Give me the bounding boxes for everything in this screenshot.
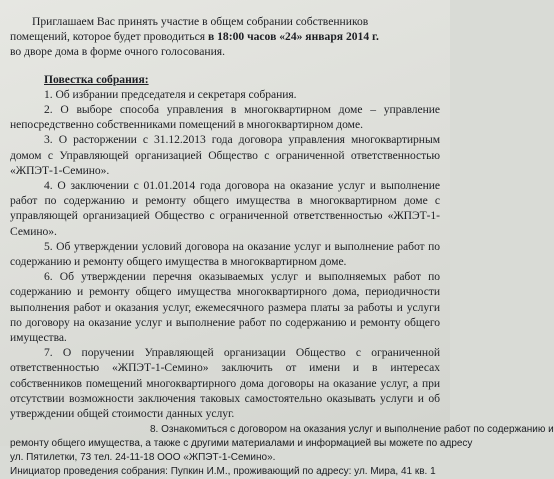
intro-line-1: Приглашаем Вас принять участие в общем собрании собственников [32,15,369,28]
intro-line-2: помещений, которое будет проводиться в 18:00 часов «24» января 2014 г. [10,30,379,44]
agenda-title: Повестка собрания: [44,72,149,86]
agenda-item-3: 3. О расторжении с 31.12.2013 года договора управления многоквартирным домом с Управляющей организацией Общество с ограниченной ответственностью «ЖПЭТ-1-Семино». [10,133,440,177]
footer-note [10,423,554,479]
footer-line-4: Инициатор проведения собрания: Пупкин И.М., проживающий по адресу: ул. Мира, 41 кв. 1 [10,466,436,478]
footer-line-1: 8. Ознакомиться с договором на оказания услуг и выполнение работ по содержанию и [150,424,554,436]
agenda-item-4: 4. О заключении с 01.01.2014 года договора на оказание услуг и выполнение работ по содержанию и ремонту общего имущества в многоквартирном доме с управляющей организацией Общество с ограниченной ответственностью «ЖПЭТ-1-Семино». [10,179,440,238]
agenda-item-5: 5. Об утверждении условий договора на оказание услуг и выполнение работ по содержанию и ремонту общего имущества в многоквартирном доме. [10,239,440,269]
agenda-list [10,87,440,421]
meeting-date-time: в 18:00 часов «24» января 2014 г. [207,30,379,44]
footer-line-2: ремонту общего имущества, а также с другими материалами и информацией вы можете по адресу [10,438,473,450]
footer-line-3: ул. Пятилетки, 73 тел. 24-11-18 ООО «ЖПЭТ-1-Семино». [10,452,276,464]
agenda-item-1: 1. Об избрании председателя и секретаря собрания. [44,87,297,101]
invitation-paragraph [10,14,440,60]
intro-line-3: во дворе дома в форме очного голосования. [10,45,226,59]
agenda-item-2: 2. О выборе способа управления в многоквартирном доме – управление непосредственно собственниками помещений в многоквартирном доме. [10,103,440,132]
agenda-item-7: 7. О поручении Управляющей организации Общество с ограниченной ответственностью «ЖПЭТ-1-Семино» заключить от имени и в интересах собственников помещений многоквартирного дома договоры на оказание услуг, а при отсутствии возможности заключения таковых самостоятельно оказывать услуги и об утверждении общей стоимости данных услуг. [10,346,440,421]
agenda-item-6: 6. Об утверждении перечня оказываемых услуг и выполняемых работ по содержанию и ремонту общего имущества многоквартирного дома, периодичности выполнения работ и оказания услуг, ежемесячного размера платы за работы и услуги по договору на оказание услуг и выполнение работ по содержанию и ремонту общего имущества. [10,270,440,345]
